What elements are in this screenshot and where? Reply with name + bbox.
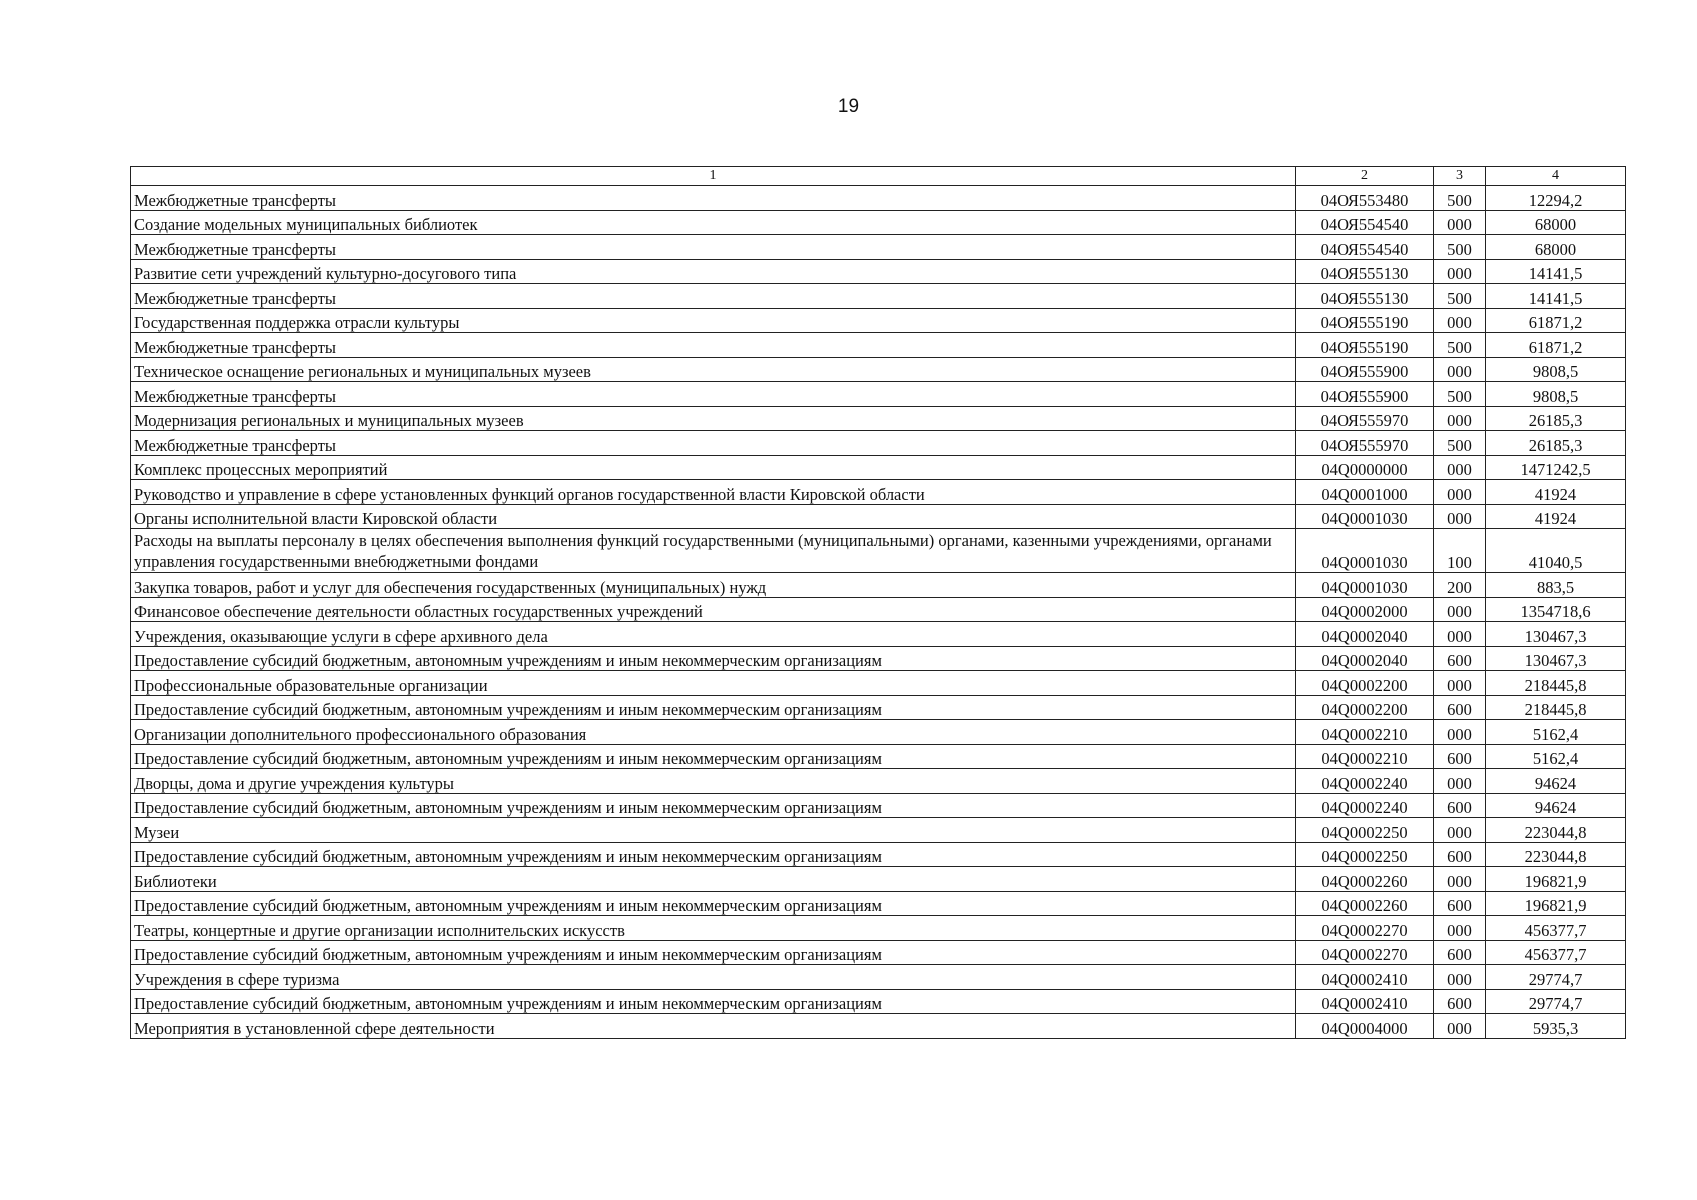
name-cell: Финансовое обеспечение деятельности областных государственных учреждений [131,597,1296,622]
code-cell: 04Q0002410 [1296,989,1434,1014]
table-row [131,867,1626,892]
type-cell: 000 [1434,916,1486,941]
code-cell: 04ОЯ553480 [1296,186,1434,211]
name-cell: Музеи [131,818,1296,843]
page-number: 19 [837,96,860,117]
code-cell: 04Q0002250 [1296,818,1434,843]
type-cell: 000 [1434,671,1486,696]
table-row [131,646,1626,671]
amount-cell: 14141,5 [1486,284,1626,309]
amount-cell: 68000 [1486,235,1626,260]
type-cell: 000 [1434,622,1486,647]
type-cell: 000 [1434,210,1486,235]
table-row [131,940,1626,965]
name-cell: Техническое оснащение региональных и муниципальных музеев [131,357,1296,382]
code-cell: 04Q0002240 [1296,793,1434,818]
amount-cell: 61871,2 [1486,333,1626,358]
code-cell: 04ОЯ555190 [1296,333,1434,358]
code-cell: 04Q0002210 [1296,720,1434,745]
table-row [131,573,1626,598]
amount-cell: 29774,7 [1486,989,1626,1014]
table-row [131,382,1626,407]
type-cell: 000 [1434,818,1486,843]
table-row [131,1014,1626,1039]
amount-cell: 41924 [1486,480,1626,505]
code-cell: 04Q0002260 [1296,867,1434,892]
type-cell: 600 [1434,989,1486,1014]
amount-cell: 41924 [1486,504,1626,529]
code-cell: 04Q0002270 [1296,916,1434,941]
table-row [131,186,1626,211]
amount-cell: 223044,8 [1486,842,1626,867]
table-row [131,720,1626,745]
amount-cell: 218445,8 [1486,671,1626,696]
code-cell: 04ОЯ555900 [1296,357,1434,382]
amount-cell: 223044,8 [1486,818,1626,843]
type-cell: 600 [1434,940,1486,965]
name-cell: Межбюджетные трансферты [131,431,1296,456]
amount-cell: 130467,3 [1486,622,1626,647]
amount-cell: 9808,5 [1486,382,1626,407]
code-cell: 04ОЯ554540 [1296,210,1434,235]
code-cell: 04ОЯ555190 [1296,308,1434,333]
code-cell: 04Q0002270 [1296,940,1434,965]
table-row [131,210,1626,235]
type-cell: 500 [1434,284,1486,309]
type-cell: 000 [1434,480,1486,505]
type-cell: 000 [1434,259,1486,284]
name-cell: Межбюджетные трансферты [131,382,1296,407]
type-cell: 000 [1434,597,1486,622]
name-cell: Организации дополнительного профессионального образования [131,720,1296,745]
code-cell: 04ОЯ555970 [1296,431,1434,456]
amount-cell: 883,5 [1486,573,1626,598]
table-row [131,357,1626,382]
amount-cell: 5935,3 [1486,1014,1626,1039]
table-row [131,793,1626,818]
code-cell: 04Q0002210 [1296,744,1434,769]
table-body [131,186,1626,1039]
type-cell: 600 [1434,842,1486,867]
name-cell: Органы исполнительной власти Кировской области [131,504,1296,529]
type-cell: 600 [1434,744,1486,769]
name-cell: Мероприятия в установленной сфере деятельности [131,1014,1296,1039]
type-cell: 600 [1434,646,1486,671]
amount-cell: 94624 [1486,769,1626,794]
header-col-2: 2 [1296,167,1434,186]
amount-cell: 218445,8 [1486,695,1626,720]
name-cell: Предоставление субсидий бюджетным, автономным учреждениям и иным некоммерческим организациям [131,891,1296,916]
amount-cell: 5162,4 [1486,744,1626,769]
code-cell: 04Q0001000 [1296,480,1434,505]
amount-cell: 41040,5 [1486,529,1626,573]
name-cell: Учреждения, оказывающие услуги в сфере архивного дела [131,622,1296,647]
code-cell: 04ОЯ555900 [1296,382,1434,407]
table-row [131,597,1626,622]
type-cell: 500 [1434,235,1486,260]
name-cell: Библиотеки [131,867,1296,892]
table-row [131,622,1626,647]
amount-cell: 61871,2 [1486,308,1626,333]
name-cell: Закупка товаров, работ и услуг для обеспечения государственных (муниципальных) нужд [131,573,1296,598]
name-cell: Модернизация региональных и муниципальных музеев [131,406,1296,431]
table-row [131,235,1626,260]
type-cell: 500 [1434,431,1486,456]
type-cell: 600 [1434,793,1486,818]
type-cell: 000 [1434,455,1486,480]
name-cell: Предоставление субсидий бюджетным, автономным учреждениям и иным некоммерческим организациям [131,793,1296,818]
amount-cell: 5162,4 [1486,720,1626,745]
table-row [131,308,1626,333]
type-cell: 100 [1434,529,1486,573]
name-cell: Предоставление субсидий бюджетным, автономным учреждениям и иным некоммерческим организациям [131,744,1296,769]
type-cell: 000 [1434,965,1486,990]
table-row [131,431,1626,456]
type-cell: 000 [1434,1014,1486,1039]
amount-cell: 1471242,5 [1486,455,1626,480]
type-cell: 500 [1434,333,1486,358]
type-cell: 000 [1434,769,1486,794]
table-row [131,284,1626,309]
name-cell: Предоставление субсидий бюджетным, автономным учреждениям и иным некоммерческим организациям [131,989,1296,1014]
type-cell: 000 [1434,308,1486,333]
table-row [131,744,1626,769]
code-cell: 04Q0004000 [1296,1014,1434,1039]
name-cell: Создание модельных муниципальных библиотек [131,210,1296,235]
amount-cell: 196821,9 [1486,891,1626,916]
name-cell: Предоставление субсидий бюджетным, автономным учреждениям и иным некоммерческим организациям [131,695,1296,720]
name-cell: Предоставление субсидий бюджетным, автономным учреждениям и иным некоммерческим организациям [131,646,1296,671]
amount-cell: 68000 [1486,210,1626,235]
table-row [131,891,1626,916]
amount-cell: 130467,3 [1486,646,1626,671]
table-row [131,671,1626,696]
name-cell: Межбюджетные трансферты [131,333,1296,358]
type-cell: 000 [1434,406,1486,431]
name-cell: Межбюджетные трансферты [131,186,1296,211]
amount-cell: 1354718,6 [1486,597,1626,622]
code-cell: 04Q0000000 [1296,455,1434,480]
name-cell: Государственная поддержка отрасли культуры [131,308,1296,333]
name-cell: Предоставление субсидий бюджетным, автономным учреждениям и иным некоммерческим организациям [131,940,1296,965]
header-col-3: 3 [1434,167,1486,186]
code-cell: 04Q0002240 [1296,769,1434,794]
amount-cell: 26185,3 [1486,406,1626,431]
name-cell: Профессиональные образовательные организации [131,671,1296,696]
table-row [131,818,1626,843]
code-cell: 04Q0001030 [1296,504,1434,529]
name-cell: Руководство и управление в сфере установленных функций органов государственной власти Кировской области [131,480,1296,505]
amount-cell: 12294,2 [1486,186,1626,211]
name-cell: Предоставление субсидий бюджетным, автономным учреждениям и иным некоммерческим организациям [131,842,1296,867]
table-row [131,504,1626,529]
amount-cell: 456377,7 [1486,916,1626,941]
amount-cell: 14141,5 [1486,259,1626,284]
type-cell: 200 [1434,573,1486,598]
table-header-row [131,167,1626,186]
code-cell: 04ОЯ555130 [1296,259,1434,284]
amount-cell: 456377,7 [1486,940,1626,965]
table-row [131,695,1626,720]
table-row [131,989,1626,1014]
name-cell: Театры, концертные и другие организации исполнительских искусств [131,916,1296,941]
code-cell: 04Q0002250 [1296,842,1434,867]
code-cell: 04Q0002200 [1296,695,1434,720]
table-row [131,259,1626,284]
name-cell: Межбюджетные трансферты [131,284,1296,309]
table-row [131,769,1626,794]
name-cell: Развитие сети учреждений культурно-досугового типа [131,259,1296,284]
budget-table [130,166,1626,1039]
code-cell: 04Q0002040 [1296,646,1434,671]
table-row [131,965,1626,990]
code-cell: 04ОЯ554540 [1296,235,1434,260]
name-cell: Дворцы, дома и другие учреждения культуры [131,769,1296,794]
amount-cell: 9808,5 [1486,357,1626,382]
amount-cell: 196821,9 [1486,867,1626,892]
header-col-1: 1 [131,167,1296,186]
table-row [131,529,1626,573]
table-row [131,842,1626,867]
table-row [131,455,1626,480]
type-cell: 000 [1434,357,1486,382]
type-cell: 000 [1434,720,1486,745]
code-cell: 04ОЯ555130 [1296,284,1434,309]
code-cell: 04ОЯ555970 [1296,406,1434,431]
type-cell: 600 [1434,695,1486,720]
type-cell: 500 [1434,186,1486,211]
name-cell: Межбюджетные трансферты [131,235,1296,260]
table-row [131,480,1626,505]
header-col-4: 4 [1486,167,1626,186]
code-cell: 04Q0002200 [1296,671,1434,696]
type-cell: 600 [1434,891,1486,916]
table-row [131,333,1626,358]
code-cell: 04Q0002410 [1296,965,1434,990]
code-cell: 04Q0002000 [1296,597,1434,622]
amount-cell: 26185,3 [1486,431,1626,456]
type-cell: 000 [1434,867,1486,892]
table-row [131,406,1626,431]
name-cell: Комплекс процессных мероприятий [131,455,1296,480]
table-row [131,916,1626,941]
code-cell: 04Q0002040 [1296,622,1434,647]
code-cell: 04Q0001030 [1296,573,1434,598]
code-cell: 04Q0001030 [1296,529,1434,573]
name-cell: Расходы на выплаты персоналу в целях обеспечения выполнения функций государственными (муниципальными) органами, казенными учреждениями, органами управления государственными внебюджетными фондами [131,529,1296,573]
amount-cell: 94624 [1486,793,1626,818]
amount-cell: 29774,7 [1486,965,1626,990]
type-cell: 500 [1434,382,1486,407]
type-cell: 000 [1434,504,1486,529]
code-cell: 04Q0002260 [1296,891,1434,916]
name-cell: Учреждения в сфере туризма [131,965,1296,990]
